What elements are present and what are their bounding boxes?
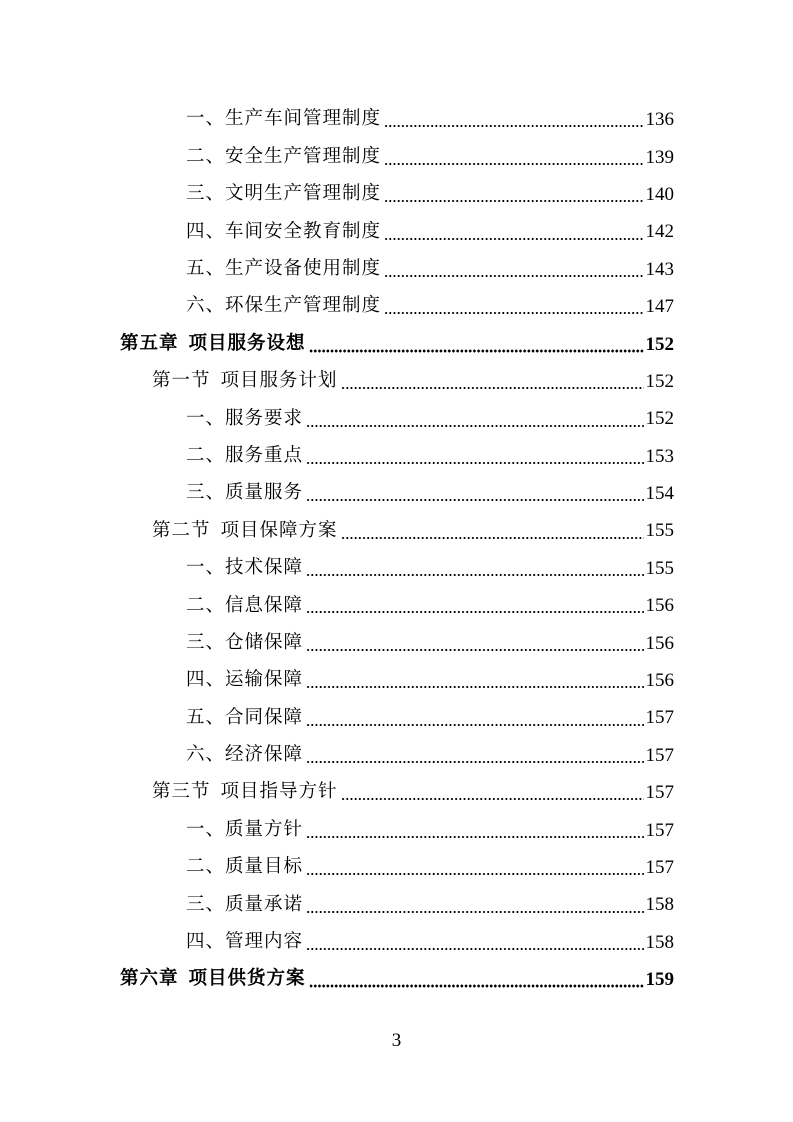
toc-entry-page: 155 xyxy=(645,557,674,579)
dot-leader xyxy=(306,723,643,727)
toc-entry-label: 一、生产车间管理制度 xyxy=(186,108,382,130)
toc-entry-label: 二、服务重点 xyxy=(186,444,304,466)
toc-entry-label: 一、服务要求 xyxy=(186,407,304,429)
toc-entry[interactable] xyxy=(0,849,793,886)
toc-entry-label: 六、经济保障 xyxy=(186,744,304,766)
toc-entry-page: 152 xyxy=(645,408,674,430)
toc-entry-label: 三、文明生产管理制度 xyxy=(186,183,382,205)
toc-entry[interactable] xyxy=(0,288,793,325)
dot-leader xyxy=(306,910,643,914)
toc-entry-page: 157 xyxy=(645,782,674,804)
toc-entry[interactable] xyxy=(0,662,793,699)
toc-entry-page: 140 xyxy=(645,183,674,205)
toc-chapter-title xyxy=(120,970,306,989)
toc-section-title xyxy=(152,372,338,391)
toc-entry-page: 159 xyxy=(645,969,674,991)
chapter-number: 第五章 xyxy=(120,332,179,354)
toc-entry-page: 153 xyxy=(645,445,674,467)
dot-leader xyxy=(306,573,643,577)
toc-entry-page: 158 xyxy=(645,894,674,916)
dot-leader xyxy=(306,461,643,465)
toc-entry-label: 四、车间安全教育制度 xyxy=(186,220,382,242)
toc-entry[interactable] xyxy=(0,699,793,736)
toc-entry-page: 154 xyxy=(645,483,674,505)
dot-leader xyxy=(341,536,644,540)
dot-leader xyxy=(306,872,643,876)
toc-entry[interactable] xyxy=(0,550,793,587)
section-number: 第一节 xyxy=(152,370,211,392)
toc-entry[interactable] xyxy=(0,924,793,961)
toc-entry-page: 157 xyxy=(645,857,674,878)
dot-leader xyxy=(306,424,643,428)
toc-entry-page: 156 xyxy=(645,670,674,692)
section-label: 项目保障方案 xyxy=(220,519,338,541)
toc-entry[interactable] xyxy=(0,138,793,175)
toc-entry-page: 143 xyxy=(645,258,674,280)
toc-entry-page: 157 xyxy=(645,744,674,766)
chapter-label: 项目服务设想 xyxy=(188,332,306,354)
toc-section[interactable] xyxy=(0,512,793,549)
toc-entry-label: 二、安全生产管理制度 xyxy=(186,145,382,167)
dot-leader xyxy=(306,760,643,764)
toc-entry-label: 三、质量承诺 xyxy=(186,893,304,915)
section-number: 第二节 xyxy=(152,519,211,541)
toc-entry-label: 五、生产设备使用制度 xyxy=(186,258,382,279)
toc-entry-label: 二、信息保障 xyxy=(186,594,304,616)
dot-leader xyxy=(306,685,643,689)
toc-entry-page: 136 xyxy=(645,109,674,131)
toc-entry-label: 四、管理内容 xyxy=(186,931,304,953)
table-of-contents xyxy=(0,101,793,998)
toc-chapter[interactable] xyxy=(0,325,793,362)
toc-entry-label: 一、技术保障 xyxy=(186,557,304,579)
toc-entry[interactable] xyxy=(0,475,793,512)
toc-entry-page: 158 xyxy=(645,931,674,953)
toc-entry-label: 六、环保生产管理制度 xyxy=(186,295,382,317)
toc-entry-page: 139 xyxy=(645,146,674,168)
toc-chapter-title xyxy=(120,332,306,354)
toc-entry[interactable] xyxy=(0,176,793,213)
dot-leader xyxy=(384,311,643,315)
toc-entry-label: 二、质量目标 xyxy=(186,856,304,878)
toc-entry-label: 四、运输保障 xyxy=(186,669,304,691)
dot-leader xyxy=(341,797,644,801)
toc-entry[interactable] xyxy=(0,811,793,848)
dot-leader xyxy=(384,199,643,203)
section-label: 项目指导方针 xyxy=(220,781,338,803)
toc-entry[interactable] xyxy=(0,213,793,250)
dot-leader xyxy=(384,162,643,166)
toc-entry-label: 五、合同保障 xyxy=(186,706,304,728)
toc-entry-page: 142 xyxy=(645,221,674,243)
dot-leader xyxy=(341,386,644,390)
toc-entry[interactable] xyxy=(0,587,793,624)
toc-entry-page: 157 xyxy=(645,707,674,729)
toc-entry[interactable] xyxy=(0,737,793,774)
toc-entry-label: 三、仓储保障 xyxy=(186,631,304,653)
dot-leader xyxy=(306,835,643,839)
toc-entry[interactable] xyxy=(0,101,793,138)
section-label: 项目服务计划 xyxy=(220,370,338,392)
dot-leader xyxy=(384,124,643,128)
toc-entry-label: 一、质量方针 xyxy=(186,818,304,840)
toc-section[interactable] xyxy=(0,363,793,400)
dot-leader xyxy=(306,498,643,502)
toc-entry[interactable] xyxy=(0,251,793,288)
dot-leader xyxy=(306,610,643,614)
dot-leader xyxy=(309,984,644,988)
toc-entry-page: 157 xyxy=(645,819,674,841)
toc-entry-page: 155 xyxy=(645,520,674,542)
toc-section-title xyxy=(152,519,338,541)
toc-entry[interactable] xyxy=(0,886,793,923)
section-number: 第三节 xyxy=(152,781,211,803)
toc-entry[interactable] xyxy=(0,400,793,437)
chapter-number: 第六章 xyxy=(120,968,179,990)
toc-chapter[interactable] xyxy=(0,961,793,998)
toc-entry[interactable] xyxy=(0,624,793,661)
page-number: 3 xyxy=(391,1030,402,1051)
chapter-label: 项目供货方案 xyxy=(188,968,306,990)
toc-section-title xyxy=(152,783,338,802)
toc-entry-page: 152 xyxy=(645,370,674,392)
toc-entry-page: 152 xyxy=(645,333,674,355)
dot-leader xyxy=(309,349,644,353)
toc-section[interactable] xyxy=(0,774,793,811)
toc-entry-page: 147 xyxy=(645,296,674,318)
toc-entry[interactable] xyxy=(0,438,793,475)
toc-entry-page: 156 xyxy=(645,595,674,617)
dot-leader xyxy=(384,274,643,278)
dot-leader xyxy=(306,947,643,951)
toc-entry-page: 156 xyxy=(645,632,674,654)
dot-leader xyxy=(384,237,643,241)
dot-leader xyxy=(306,648,643,652)
toc-entry-label: 三、质量服务 xyxy=(186,482,304,504)
